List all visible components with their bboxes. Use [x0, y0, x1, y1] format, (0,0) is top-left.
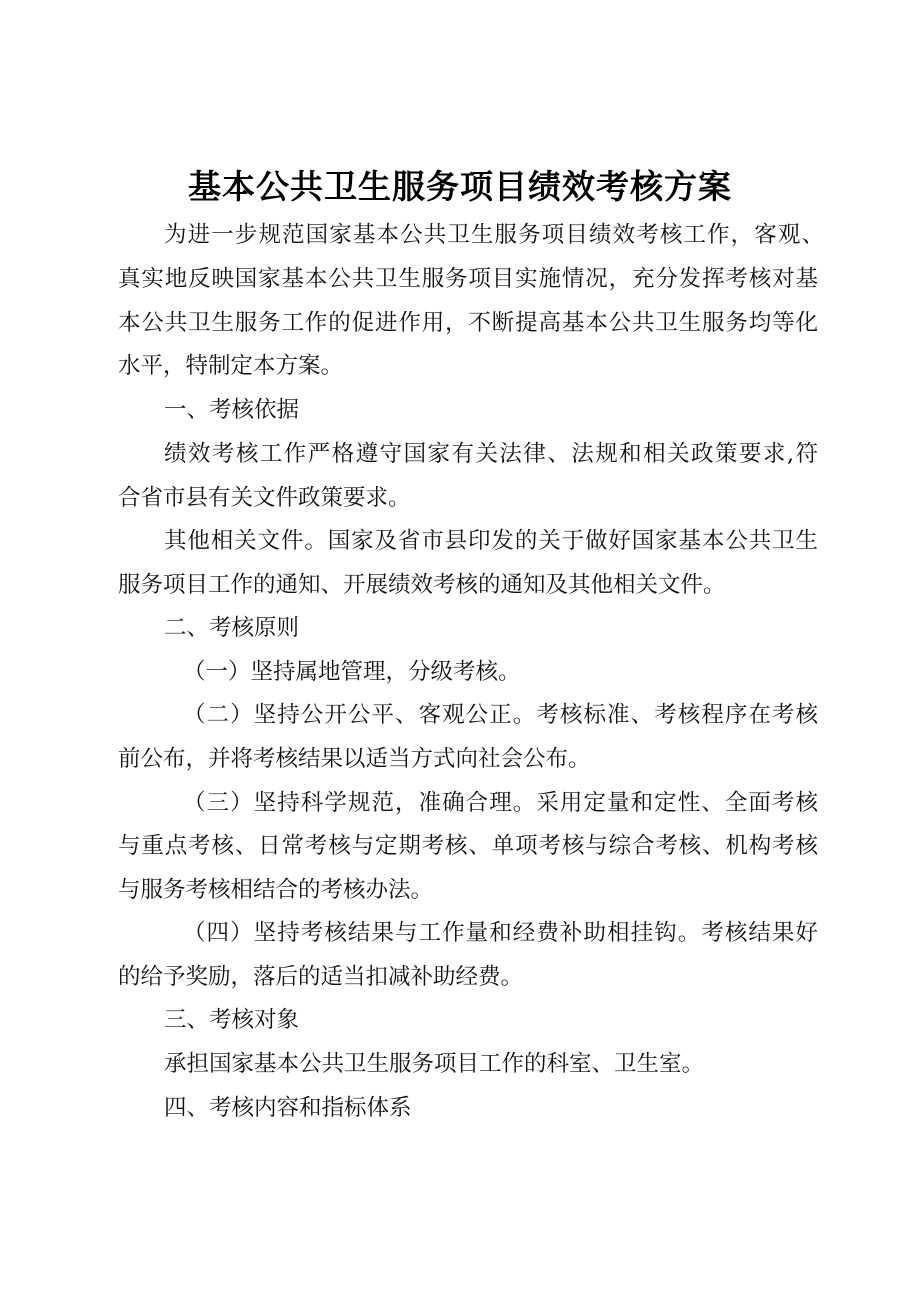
- paragraph-line: 其他相关文件。国家及省市县印发的关于做好国家基本公共卫生: [164, 528, 818, 554]
- paragraph-line: 与服务考核相结合的考核办法。: [118, 877, 434, 903]
- paragraph-line: 为进一步规范国家基本公共卫生服务项目绩效考核工作，客观、: [164, 222, 824, 248]
- paragraph-line: 服务项目工作的通知、开展绩效考核的通知及其他相关文件。: [118, 572, 726, 598]
- document-title: 基本公共卫生服务项目绩效考核方案: [188, 167, 732, 206]
- paragraph-line: 承担国家基本公共卫生服务项目工作的科室、卫生室。: [164, 1051, 705, 1077]
- section-heading: 二、考核原则: [164, 615, 300, 641]
- section-heading: 三、考核对象: [164, 1007, 300, 1033]
- section-heading: 四、考核内容和指标体系: [164, 1095, 412, 1121]
- paragraph-line: （二）坚持公开公平、客观公正。考核标准、考核程序在考核: [183, 702, 818, 728]
- paragraph-line: （三）坚持科学规范，准确合理。采用定量和定性、全面考核: [183, 790, 818, 816]
- paragraph-line: （一）坚持属地管理，分级考核。: [183, 659, 521, 685]
- section-heading: 一、考核依据: [164, 397, 300, 423]
- paragraph-line: 前公布，并将考核结果以适当方式向社会公布。: [118, 746, 591, 772]
- paragraph-line: 绩效考核工作严格遵守国家有关法律、法规和相关政策要求,符: [164, 441, 818, 467]
- paragraph-line: （四）坚持考核结果与工作量和经费补助相挂钩。考核结果好: [183, 920, 818, 946]
- paragraph-line: 的给予奖励，落后的适当扣减补助经费。: [118, 964, 524, 990]
- paragraph-line: 与重点考核、日常考核与定期考核、单项考核与综合考核、机构考核: [118, 833, 818, 859]
- paragraph-line: 本公共卫生服务工作的促进作用，不断提高基本公共卫生服务均等化: [118, 310, 818, 336]
- paragraph-line: 合省市县有关文件政策要求。: [118, 485, 411, 511]
- paragraph-line: 水平，特制定本方案。: [118, 353, 344, 379]
- paragraph-line: 真实地反映国家基本公共卫生服务项目实施情况，充分发挥考核对基: [118, 266, 818, 292]
